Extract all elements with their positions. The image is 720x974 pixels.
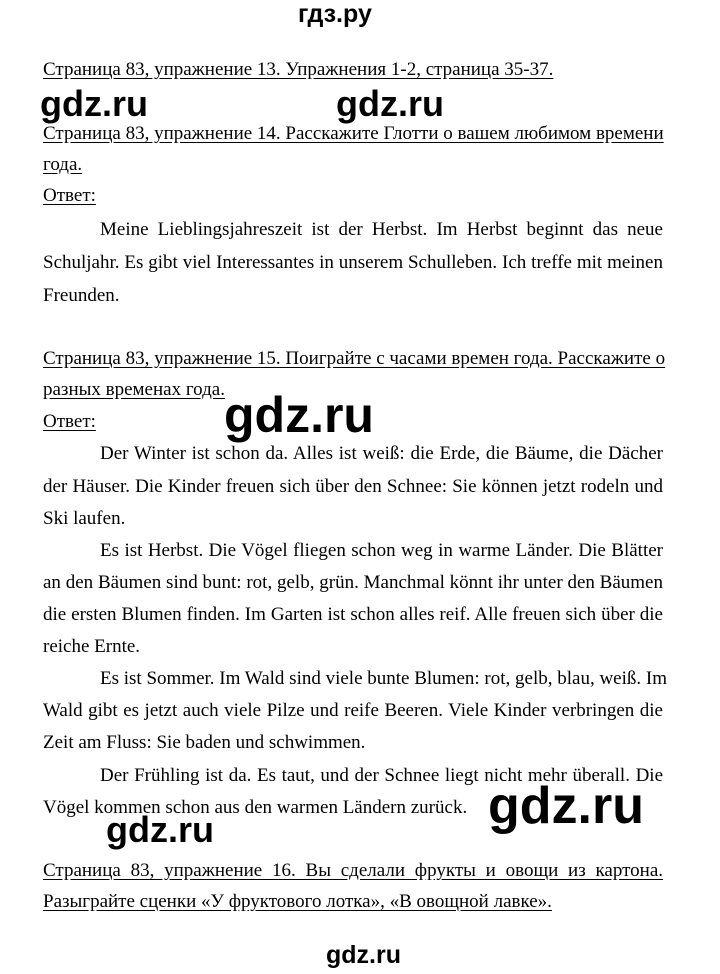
watermark: gdz.ru <box>40 83 148 124</box>
watermark: gdz.ru <box>106 809 214 850</box>
paragraph-line: Es ist Herbst. Die Vögel fliegen schon weg in warme Länder. Die Blätter <box>100 540 663 561</box>
paragraph-line: Meine Lieblingsjahreszeit ist der Herbst. Im Herbst beginnt das neue <box>100 219 663 240</box>
exercise-13-heading: Страница 83, упражнение 13. Упражнения 1-2, страница 35-37. <box>43 59 554 80</box>
paragraph-line: reiche Ernte. <box>43 636 141 657</box>
watermark: gdz.ru <box>224 387 374 443</box>
paragraph-line: Schuljahr. Es gibt viel Interessantes in unserem Schulleben. Ich treffe mit meinen <box>43 252 663 273</box>
exercise-15-answer-label: Ответ: <box>43 411 96 432</box>
exercise-16-heading-line-2: Разыграйте сценки «У фруктового лотка», «В овощной лавке». <box>43 891 552 912</box>
paragraph-line: an den Bäumen sind bunt: rot, gelb, grün. Manchmal könnt ihr unter den Bäumen <box>43 572 663 593</box>
paragraph-line: Zeit am Fluss: Sie baden und schwimmen. <box>43 732 366 753</box>
site-header: гдз.ру <box>298 0 372 28</box>
exercise-14-heading-line-2: года. <box>43 154 83 175</box>
exercise-15-heading-line-2: разных временах года. <box>43 379 225 400</box>
paragraph-line: Es ist Sommer. Im Wald sind viele bunte Blumen: rot, gelb, blau, weiß. Im <box>100 668 667 689</box>
exercise-14-heading-line-1: Страница 83, упражнение 14. Расскажите Глотти о вашем любимом времени <box>43 123 664 144</box>
paragraph-line: Freunden. <box>43 285 120 306</box>
watermark: gdz.ru <box>326 941 401 969</box>
exercise-16-heading-line-1: Страница 83, упражнение 16. Вы сделали фрукты и овощи из картона. <box>43 860 663 881</box>
watermark: gdz.ru <box>336 83 444 124</box>
exercise-14-answer-label: Ответ: <box>43 185 96 206</box>
watermark: gdz.ru <box>488 777 644 835</box>
paragraph-line: Wald gibt es jetzt auch viele Pilze und reife Beeren. Viele Kinder verbringen die <box>43 700 663 721</box>
paragraph-line: der Häuser. Die Kinder freuen sich über den Schnee: Sie können jetzt rodeln und <box>43 476 663 497</box>
paragraph-line: Vögel kommen schon aus den warmen Ländern zurück. <box>43 797 468 818</box>
paragraph-line: Der Winter ist schon da. Alles ist weiß: die Erde, die Bäume, die Dächer <box>100 443 663 464</box>
paragraph-line: die ersten Blumen finden. Im Garten ist schon alles reif. Alle freuen sich über die <box>43 604 663 625</box>
paragraph-line: Der Frühling ist da. Es taut, und der Schnee liegt nicht mehr überall. Die <box>100 765 663 786</box>
exercise-15-heading-line-1: Страница 83, упражнение 15. Поиграйте с часами времен года. Расскажите о <box>43 348 666 369</box>
paragraph-line: Ski laufen. <box>43 508 126 529</box>
